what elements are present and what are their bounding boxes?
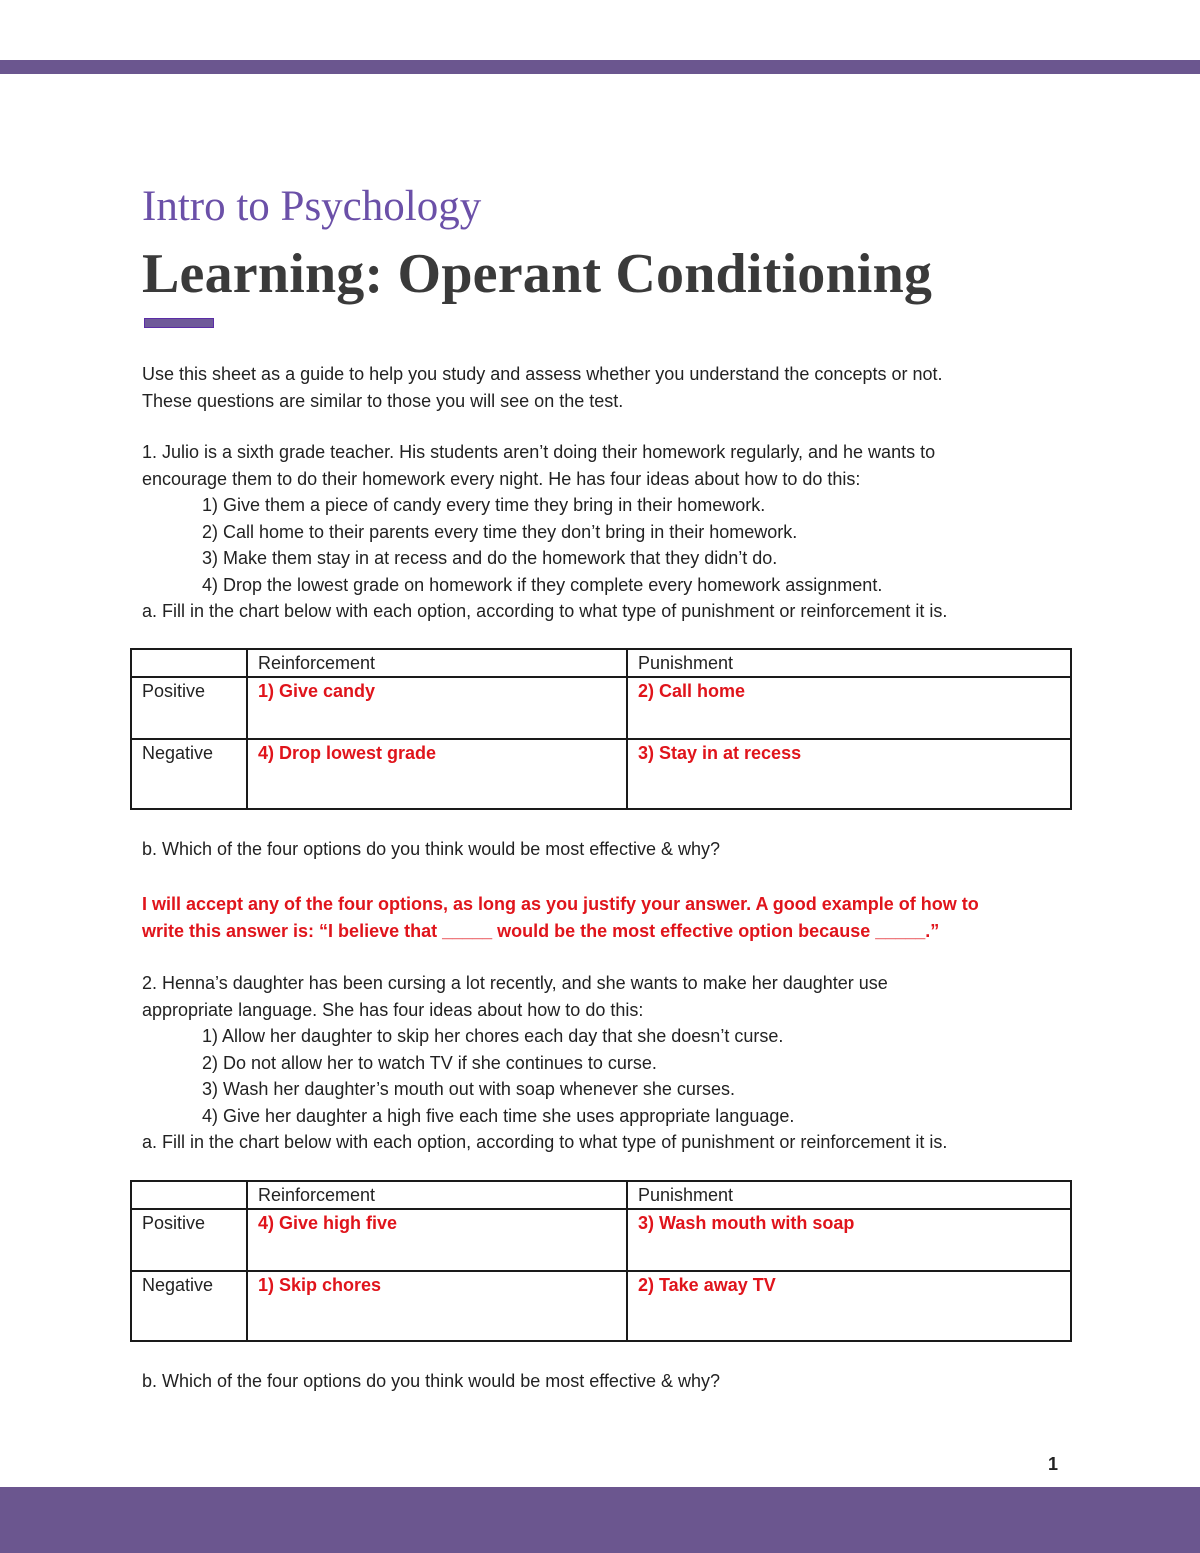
- intro-line-1: Use this sheet as a guide to help you study and assess whether you understand the concepts or not.: [142, 364, 943, 384]
- q1-option-2: 2) Call home to their parents every time they don’t bring in their homework.: [202, 521, 798, 542]
- q2-option-3: 3) Wash her daughter’s mouth out with soap whenever she curses.: [202, 1079, 735, 1099]
- q2-negative-reinforcement: 1) Skip chores: [247, 1271, 627, 1341]
- q1-negative-punishment: 3) Stay in at recess: [627, 739, 1071, 809]
- q2-option-4: 4) Give her daughter a high five each time she uses appropriate language.: [202, 1105, 795, 1126]
- q2-chart-col-reinforcement: Reinforcement: [247, 1181, 627, 1209]
- q2-prompt-line-2: appropriate language. She has four ideas about how to do this:: [142, 999, 644, 1020]
- q1-answer-line-2: write this answer is: “I believe that _____ would be the most effective option because _____.”: [142, 920, 940, 941]
- q2-option-1: 1) Allow her daughter to skip her chores each day that she doesn’t curse.: [202, 1026, 784, 1046]
- intro-line-2: These questions are similar to those you will see on the test.: [142, 390, 624, 411]
- bottom-accent-bar: [0, 1487, 1200, 1553]
- q1-chart: [130, 648, 1072, 810]
- q1-answer-line-1: I will accept any of the four options, as long as you justify your answer. A good example of how to: [142, 894, 979, 914]
- q1-prompt-line-2: encourage them to do their homework every night. He has four ideas about how to do this:: [142, 468, 861, 489]
- q1-option-1: 1) Give them a piece of candy every time they bring in their homework.: [202, 495, 766, 515]
- q2-chart-header-row: [131, 1181, 1071, 1209]
- q2-chart: [130, 1180, 1072, 1342]
- intro-text: [142, 361, 943, 414]
- q2-positive-punishment: 3) Wash mouth with soap: [627, 1209, 1071, 1271]
- q1-positive-reinforcement: 1) Give candy: [247, 677, 627, 739]
- q2-option-2: 2) Do not allow her to watch TV if she continues to curse.: [202, 1052, 657, 1073]
- q2-chart-row-positive: [131, 1209, 1071, 1271]
- q1-chart-row-positive: [131, 677, 1071, 739]
- q1-option-4: 4) Drop the lowest grade on homework if they complete every homework assignment.: [202, 574, 883, 595]
- top-accent-bar: [0, 60, 1200, 74]
- q1-option-3: 3) Make them stay in at recess and do the homework that they didn’t do.: [202, 548, 778, 568]
- page-title: Learning: Operant Conditioning: [142, 243, 933, 305]
- q2-part-a: a. Fill in the chart below with each option, according to what type of punishment or reinforcement it is.: [142, 1132, 948, 1152]
- title-accent-rule: [144, 318, 214, 328]
- q2-chart-row-label-positive: Positive: [131, 1209, 247, 1271]
- q1-answer-key: [142, 891, 979, 944]
- q1-chart-corner: [131, 649, 247, 677]
- q2-prompt-line-1: 2. Henna’s daughter has been cursing a lot recently, and she wants to make her daughter use: [142, 973, 888, 993]
- q1-prompt-line-1: 1. Julio is a sixth grade teacher. His students aren’t doing their homework regularly, and he wants to: [142, 442, 936, 462]
- q2-chart-row-label-negative: Negative: [131, 1271, 247, 1341]
- q1-chart-row-label-positive: Positive: [131, 677, 247, 739]
- q1-chart-row-negative: [131, 739, 1071, 809]
- q2-part-b: b. Which of the four options do you think would be most effective & why?: [142, 1371, 720, 1391]
- q2-chart-row-negative: [131, 1271, 1071, 1341]
- question-1: [142, 439, 947, 625]
- q1-chart-row-label-negative: Negative: [131, 739, 247, 809]
- q1-chart-col-reinforcement: Reinforcement: [247, 649, 627, 677]
- q2-chart-corner: [131, 1181, 247, 1209]
- q1-chart-col-punishment: Punishment: [627, 649, 1071, 677]
- q2-positive-reinforcement: 4) Give high five: [247, 1209, 627, 1271]
- course-subtitle: Intro to Psychology: [142, 183, 482, 230]
- q2-negative-punishment: 2) Take away TV: [627, 1271, 1071, 1341]
- q1-part-b: b. Which of the four options do you think would be most effective & why?: [142, 839, 720, 859]
- question-2: [142, 970, 947, 1156]
- q1-positive-punishment: 2) Call home: [627, 677, 1071, 739]
- q1-part-a: a. Fill in the chart below with each option, according to what type of punishment or reinforcement it is.: [142, 601, 948, 621]
- q1-negative-reinforcement: 4) Drop lowest grade: [247, 739, 627, 809]
- q1-chart-header-row: [131, 649, 1071, 677]
- page-number: 1: [1048, 1454, 1059, 1474]
- q2-chart-col-punishment: Punishment: [627, 1181, 1071, 1209]
